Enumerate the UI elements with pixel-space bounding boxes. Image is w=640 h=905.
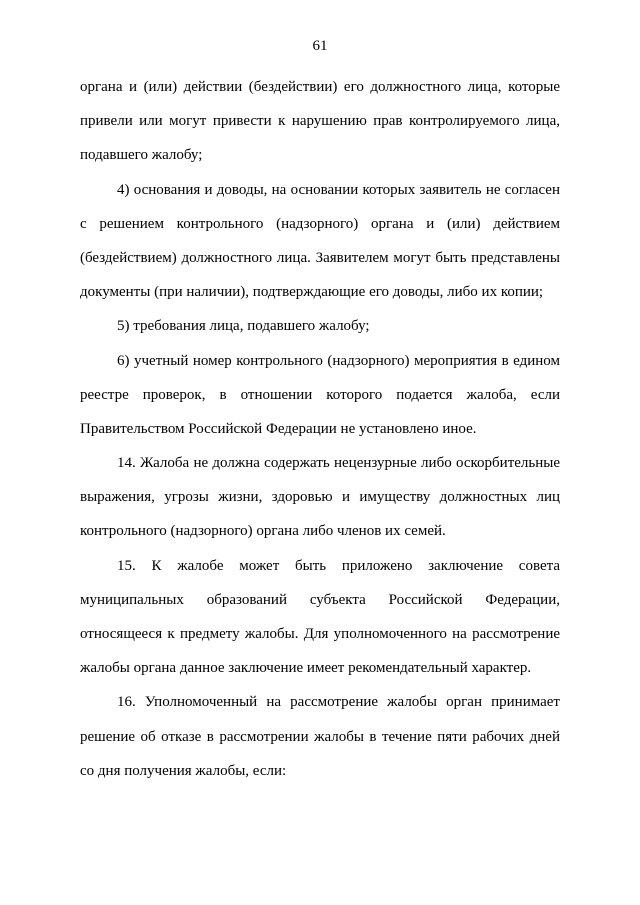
text-line: реестре проверок, в отношении которого подается жалоба, если [80,386,560,403]
page-number: 61 [312,38,328,54]
text-line: органа и (или) действии (бездействии) его должностного лица, которые [80,79,560,95]
text-line: контрольного (надзорного) органа либо членов их семей. [80,523,446,540]
text-line: решение об отказе в рассмотрении жалобы в течение пяти рабочих дней [80,728,560,745]
text-line: привели или могут привести к нарушению прав контролируемого лица, [80,113,560,130]
text-line: Правительством Российской Федерации не установлено иное. [80,420,477,437]
text-line: выражения, угрозы жизни, здоровью и имуществу должностных лиц [80,489,560,506]
text-line: 6) учетный номер контрольного (надзорного) мероприятия в едином [117,352,560,369]
text-line: 15. К жалобе может быть приложено заключение совета [117,557,560,574]
text-line: (бездействием) должностного лица. Заявителем могут быть представлены [80,249,560,266]
text-line: 16. Уполномоченный на рассмотрение жалобы орган принимает [117,694,560,711]
text-line: относящееся к предмету жалобы. Для уполномоченного на рассмотрение [80,626,560,642]
text-line: 4) основания и доводы, на основании которых заявитель не согласен [117,181,560,198]
text-line: муниципальных образований субъекта Российской Федерации, [80,591,560,608]
text-line: со дня получения жалобы, если: [80,762,287,779]
document-body [80,70,560,788]
text-line: подавшего жалобу; [80,147,203,164]
text-line: 14. Жалоба не должна содержать нецензурные либо оскорбительные [117,455,560,472]
text-line: с решением контрольного (надзорного) органа и (или) действием [80,215,560,232]
text-line: документы (при наличии), подтверждающие его доводы, либо их копии; [80,284,544,301]
text-line: жалобы органа данное заключение имеет рекомендательный характер. [80,660,532,677]
text-line: 5) требования лица, подавшего жалобу; [117,318,370,335]
